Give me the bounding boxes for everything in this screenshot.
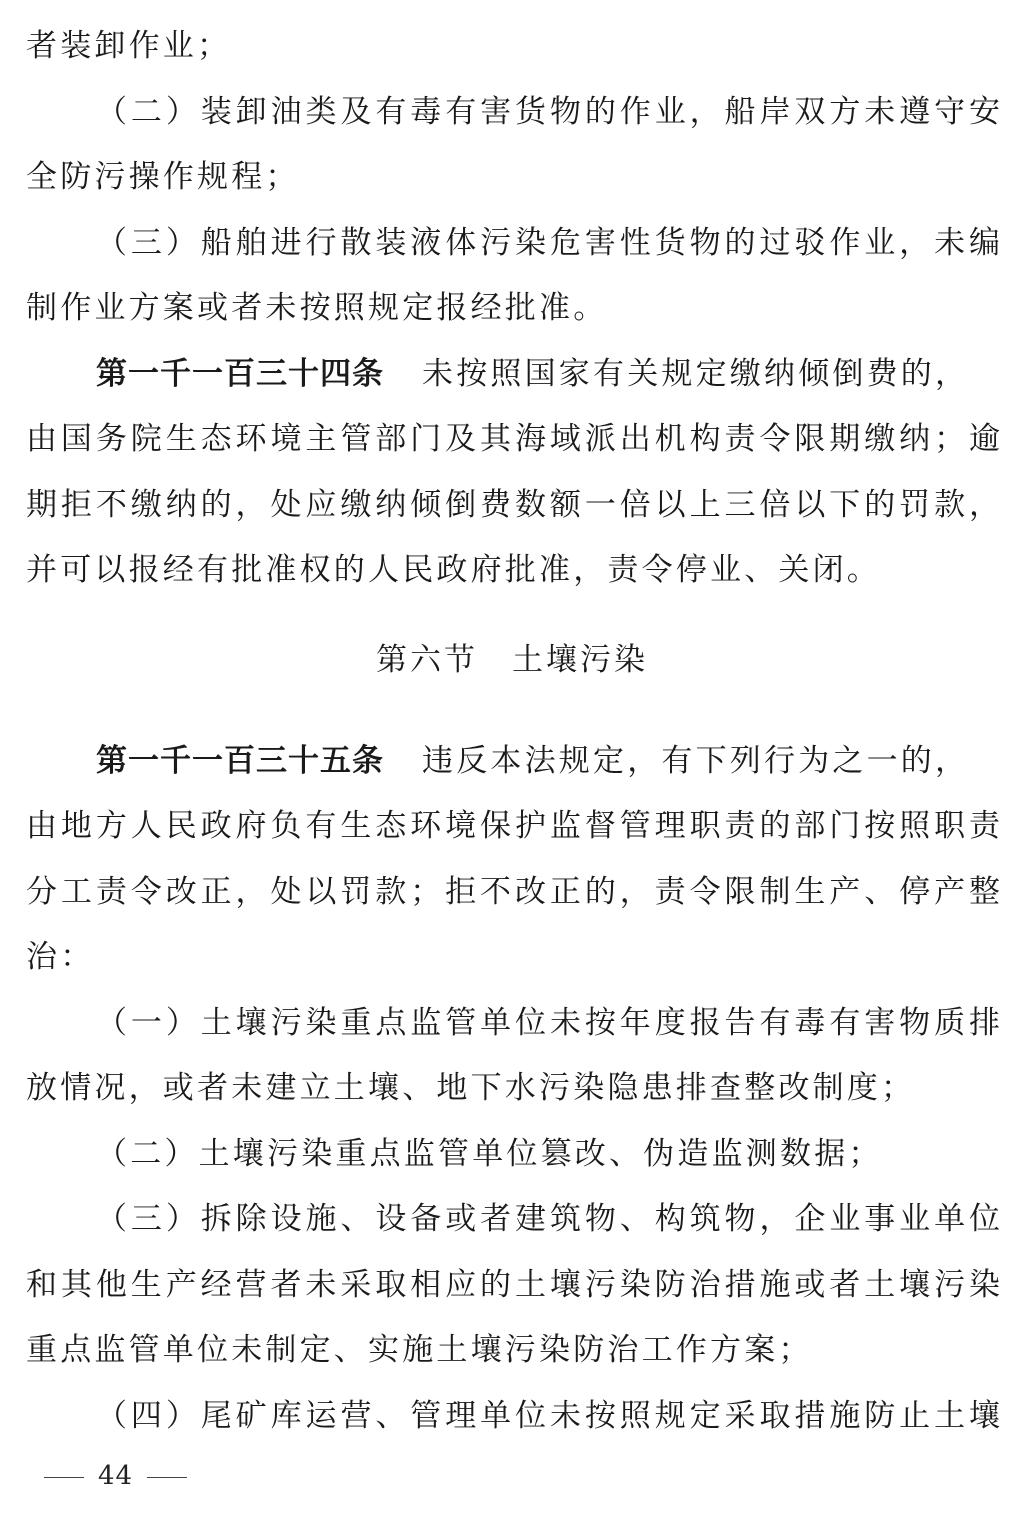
article-1134-heading: 第一千一百三十四条	[96, 356, 384, 392]
section-title: 土壤污染	[512, 642, 648, 678]
text-line: （二）土壤污染重点监管单位篡改、伪造监测数据；	[96, 1136, 883, 1172]
section-number: 第六节	[376, 642, 478, 678]
text-line: （三）拆除设施、设备或者建筑物、构筑物，企业事业单位	[96, 1201, 1000, 1237]
page-number: 44	[98, 1461, 134, 1491]
text-line: 由国务院生态环境主管部门及其海域派出机构责令限期缴纳；逾	[26, 421, 1000, 457]
text-line: 和其他生产经营者未采取相应的土壤污染防治措施或者土壤污染	[26, 1267, 1000, 1303]
text-line: （二）装卸油类及有毒有害货物的作业，船岸双方未遵守安	[96, 94, 1000, 130]
text-line: 放情况，或者未建立土壤、地下水污染隐患排查整改制度；	[26, 1070, 916, 1106]
article-1135-first-line	[96, 741, 1000, 781]
text-line: 违反本法规定，有下列行为之一的，	[422, 743, 970, 779]
text-line: 重点监管单位未制定、实施土壤污染防治工作方案；	[26, 1332, 813, 1368]
text-line: 治：	[26, 939, 95, 975]
text-line: 未按照国家有关规定缴纳倾倒费的，	[422, 356, 970, 392]
text-line: 全防污操作规程；	[26, 159, 300, 195]
page-footer	[30, 1458, 201, 1494]
section-heading	[0, 640, 1024, 680]
text-line: 由地方人民政府负有生态环境保护监督管理职责的部门按照职责	[26, 808, 1000, 844]
text-line: （一）土壤污染重点监管单位未按年度报告有毒有害物质排	[96, 1005, 1000, 1041]
text-line: 期拒不缴纳的，处应缴纳倾倒费数额一倍以上三倍以下的罚款，	[26, 487, 1000, 523]
footer-dash-right	[147, 1477, 187, 1478]
text-line: 分工责令改正，处以罚款；拒不改正的，责令限制生产、停产整	[26, 874, 1000, 910]
text-line: 并可以报经有批准权的人民政府批准，责令停业、关闭。	[26, 552, 881, 588]
text-line: （四）尾矿库运营、管理单位未按照规定采取措施防止土壤	[96, 1398, 1000, 1434]
text-line: 者装卸作业；	[26, 28, 232, 64]
article-1135-heading: 第一千一百三十五条	[96, 743, 384, 779]
article-1134-first-line	[96, 354, 1000, 394]
footer-dash-left	[44, 1477, 84, 1478]
text-line: （三）船舶进行散装液体污染危害性货物的过驳作业，未编	[96, 225, 1000, 261]
text-line: 制作业方案或者未按照规定报经批准。	[26, 290, 608, 326]
